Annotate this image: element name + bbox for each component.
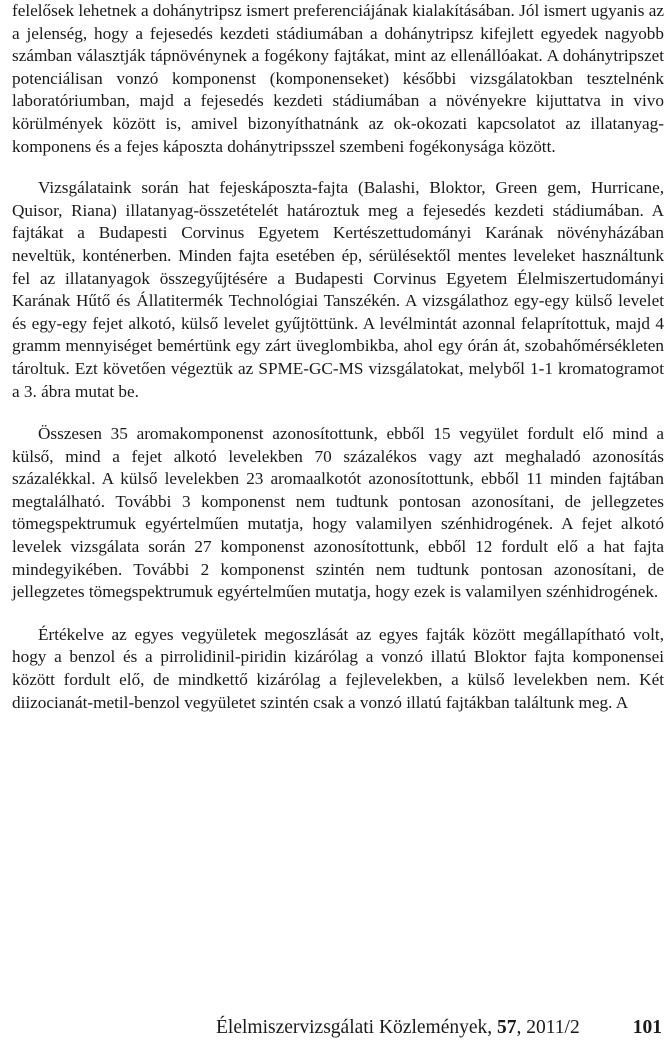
paragraph-1: felelősek lehetnek a dohánytripsz ismert preferenciájának kialakításában. Jól ismert ugyanis az a jelenség, hogy a fejesedés kezdeti stádiumában a dohánytripsz kifejlett egyedek nagyobb számban választják tápnövénynek a fogékony fajtákat, mint az ellenállóakat. A dohánytripszet potenciálisan vonzó komponenst (komponenseket) későbbi vizsgálatokban tesztelnénk laboratóriumban, majd a fejesedés kezdeti stádiumában a növényekre kijuttatva in vivo körülmények között is, amivel bizonyíthatnánk az ok-okozati kapcsolatot az illatanyag-komponens és a fejes káposzta dohánytripsszel szembeni fogékonysága között. (12, 1, 664, 156)
journal-name: Élelmiszervizsgálati Közlemények, (216, 1017, 498, 1038)
page-footer (0, 1017, 664, 1043)
paragraph-2: Vizsgálataink során hat fejeskáposzta-fajta (Balashi, Bloktor, Green gem, Hurricane, Quisor, Riana) illatanyag-összetételét határoztuk meg a fejesedés kezdeti stádiumában. A fajtákat a Budapesti Corvinus Egyetem Kertészettudományi Karának növényházában neveltük, konténerben. Minden fajta esetében ép, sérülésektől mentes leveleket használtunk fel az illatanyagok összegyűjtésére a Budapesti Corvinus Egyetem Élelmiszertudományi Karának Hűtő és Állatitermék Technológiai Tanszékén. A vizsgálathoz egy-egy külső levelet és egy-egy fejet alkotó, külső levelet gyűjtöttünk. A levélmintát azonnal felaprítottuk, majd 4 gramm mennyiséget bemértünk egy zárt üveglombikba, ahol egy órán át, szobahőmérsékleten tároltuk. Ezt követően végeztük az SPME-GC-MS vizsgálatokat, melyből 1-1 kromatogramot a 3. ábra mutat be. (12, 178, 664, 401)
page-number: 101 (632, 1017, 662, 1038)
body-text (12, 0, 664, 714)
paragraph-3: Összesen 35 aromakomponenst azonosítottunk, ebből 15 vegyület fordult elő mind a külső, mind a fejet alkotó levelekben 70 százalékos vagy azt meghaladó azonosítás százalékkal. A külső levelekben 23 aromaalkotót azonosítottunk, ebből 11 minden fajtában megtalálható. További 3 komponenst nem tudtunk pontosan azonosítani, de jellegzetes tömegspektrumuk egyértelműen mutatja, hogy valamilyen szénhidrogének. A fejet alkotó levelek vizsgálata során 27 komponenst azonosítottunk, ebből 12 fordult elő a hat fajta mindegyikében. További 2 komponenst szintén nem tudtunk pontosan azonosítani, de jellegzetes tömegspektrumuk egyértelműen mutatja, hogy ezek is valamilyen szénhidrogének. (12, 424, 664, 602)
journal-issue: , 2011/2 (516, 1017, 580, 1038)
journal-volume: 57 (497, 1017, 517, 1038)
paragraph-4: Értékelve az egyes vegyületek megoszlását az egyes fajták között megállapítható volt, hogy a benzol és a pirrolidinil-piridin kizárólag a vonzó illatú Bloktor fajta komponensei között fordult elő, de mindkettő kizárólag a fejlevelekben, a külső levelekben nem. Két diizocianát-metil-benzol vegyületet szintén csak a vonzó illatú fajtákban találtunk meg. A (12, 624, 664, 712)
journal-citation (216, 1017, 580, 1039)
